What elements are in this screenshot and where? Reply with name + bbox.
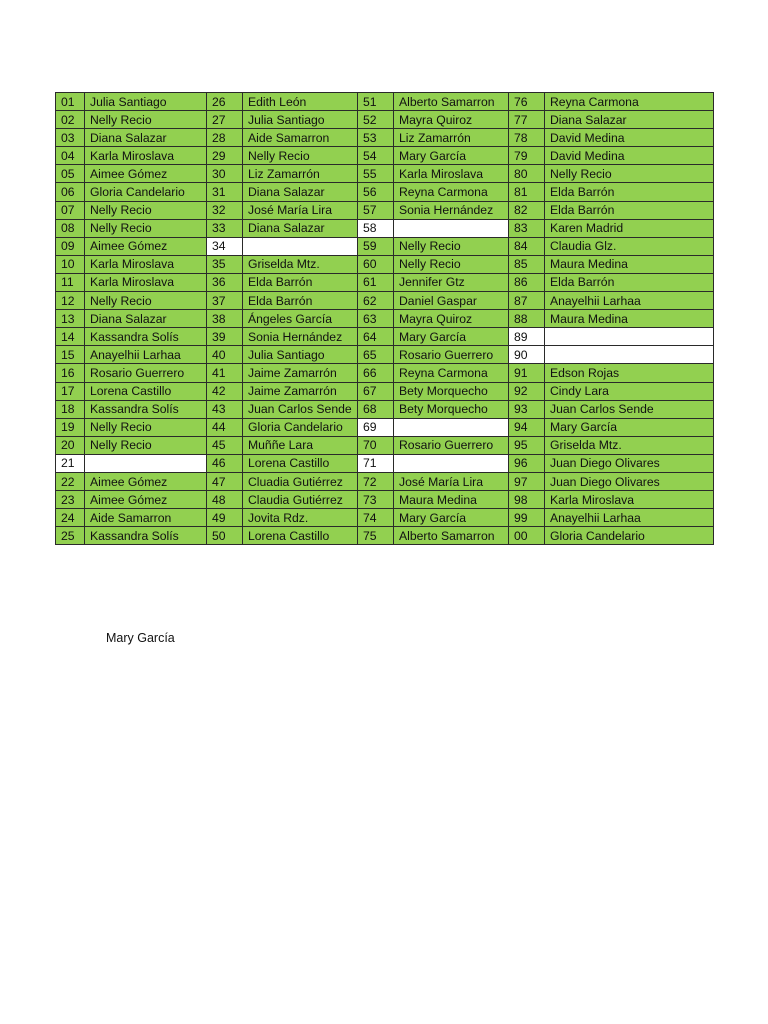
name-cell: Elda Barrón [243,273,358,291]
number-cell: 26 [207,93,243,111]
name-cell: Karen Madrid [545,219,714,237]
name-cell: Mary García [394,328,509,346]
number-cell: 66 [358,364,394,382]
name-cell: Mayra Quiroz [394,111,509,129]
name-cell: Maura Medina [545,255,714,273]
name-cell: Anayelhii Larhaa [85,346,207,364]
number-cell: 88 [509,310,545,328]
number-cell: 86 [509,273,545,291]
name-cell: Jennifer Gtz [394,273,509,291]
name-cell: Alberto Samarron [394,527,509,545]
name-cell: Gloria Candelario [545,527,714,545]
number-cell: 10 [56,255,85,273]
name-cell: Kassandra Solís [85,400,207,418]
number-cell: 61 [358,273,394,291]
name-cell: Nelly Recio [85,436,207,454]
number-cell: 73 [358,491,394,509]
table-row [56,310,714,328]
number-cell: 79 [509,147,545,165]
number-cell: 83 [509,219,545,237]
name-cell: Alberto Samarron [394,93,509,111]
number-cell: 92 [509,382,545,400]
number-cell: 94 [509,418,545,436]
name-cell: Mary García [545,418,714,436]
number-cell: 49 [207,509,243,527]
number-cell: 02 [56,111,85,129]
name-cell: Daniel Gaspar [394,292,509,310]
number-cell: 76 [509,93,545,111]
number-cell: 57 [358,201,394,219]
number-cell: 31 [207,183,243,201]
number-cell: 14 [56,328,85,346]
number-cell: 11 [56,273,85,291]
name-cell: Diana Salazar [85,129,207,147]
table-row [56,147,714,165]
name-cell: Edith León [243,93,358,111]
number-cell: 32 [207,201,243,219]
number-cell: 28 [207,129,243,147]
name-cell: José María Lira [394,472,509,490]
table-row [56,418,714,436]
number-cell: 89 [509,328,545,346]
number-cell: 53 [358,129,394,147]
number-cell: 05 [56,165,85,183]
name-cell: José María Lira [243,201,358,219]
name-cell: Maura Medina [545,310,714,328]
number-cell: 75 [358,527,394,545]
number-cell: 33 [207,219,243,237]
name-cell: Edson Rojas [545,364,714,382]
name-cell [394,219,509,237]
name-cell: Elda Barrón [243,292,358,310]
number-cell: 23 [56,491,85,509]
number-cell: 25 [56,527,85,545]
name-cell: Aimee Gómez [85,165,207,183]
name-cell: Muññe Lara [243,436,358,454]
name-cell: Julia Santiago [243,111,358,129]
name-cell: Diana Salazar [545,111,714,129]
name-cell: Aimee Gómez [85,491,207,509]
number-cell: 07 [56,201,85,219]
name-cell: Karla Miroslava [85,255,207,273]
name-cell: Rosario Guerrero [85,364,207,382]
table-row [56,111,714,129]
name-cell: Juan Diego Olivares [545,454,714,472]
table-row [56,436,714,454]
name-cell: David Medina [545,147,714,165]
number-cell: 34 [207,237,243,255]
name-cell: Reyna Carmona [545,93,714,111]
name-cell: Sonia Hernández [243,328,358,346]
name-cell: Mary García [394,509,509,527]
number-cell: 08 [56,219,85,237]
table-row [56,346,714,364]
number-cell: 96 [509,454,545,472]
name-cell: David Medina [545,129,714,147]
name-cell: Diana Salazar [243,219,358,237]
number-cell: 18 [56,400,85,418]
number-cell: 71 [358,454,394,472]
name-cell: Nelly Recio [85,292,207,310]
number-cell: 59 [358,237,394,255]
name-cell [394,418,509,436]
name-cell [243,237,358,255]
name-cell: Kassandra Solís [85,527,207,545]
number-cell: 16 [56,364,85,382]
name-cell [545,346,714,364]
name-cell: Cluadia Gutiérrez [243,472,358,490]
number-cell: 40 [207,346,243,364]
name-cell: Nelly Recio [85,418,207,436]
number-cell: 45 [207,436,243,454]
number-cell: 00 [509,527,545,545]
name-cell: Juan Carlos Sende [545,400,714,418]
number-cell: 82 [509,201,545,219]
number-cell: 44 [207,418,243,436]
name-cell: Griselda Mtz. [243,255,358,273]
number-cell: 93 [509,400,545,418]
name-cell: Karla Miroslava [394,165,509,183]
name-cell: Lorena Castillo [243,527,358,545]
name-cell: Bety Morquecho [394,400,509,418]
name-cell: Griselda Mtz. [545,436,714,454]
number-cell: 37 [207,292,243,310]
table-row [56,472,714,490]
table-row [56,527,714,545]
name-cell: Julia Santiago [85,93,207,111]
number-cell: 47 [207,472,243,490]
number-cell: 78 [509,129,545,147]
number-cell: 12 [56,292,85,310]
name-cell: Nelly Recio [85,111,207,129]
name-cell: Rosario Guerrero [394,436,509,454]
name-cell: Aimee Gómez [85,237,207,255]
number-cell: 64 [358,328,394,346]
number-cell: 06 [56,183,85,201]
table-row [56,93,714,111]
number-cell: 68 [358,400,394,418]
number-cell: 22 [56,472,85,490]
number-cell: 67 [358,382,394,400]
number-cell: 03 [56,129,85,147]
name-cell: Julia Santiago [243,346,358,364]
number-cell: 60 [358,255,394,273]
name-cell: Liz Zamarrón [243,165,358,183]
number-cell: 70 [358,436,394,454]
name-cell: Reyna Carmona [394,183,509,201]
table-row [56,129,714,147]
number-cell: 30 [207,165,243,183]
number-cell: 43 [207,400,243,418]
name-cell: Juan Carlos Sende [243,400,358,418]
number-cell: 35 [207,255,243,273]
name-cell: Elda Barrón [545,201,714,219]
name-cell: Liz Zamarrón [394,129,509,147]
name-cell [85,454,207,472]
name-cell: Aide Samarron [243,129,358,147]
table-row [56,219,714,237]
name-cell [545,328,714,346]
number-cell: 52 [358,111,394,129]
name-cell: Nelly Recio [243,147,358,165]
name-cell: Claudia Glz. [545,237,714,255]
name-cell: Lorena Castillo [85,382,207,400]
name-cell: Maura Medina [394,491,509,509]
number-cell: 42 [207,382,243,400]
number-cell: 62 [358,292,394,310]
name-cell: Aimee Gómez [85,472,207,490]
number-cell: 55 [358,165,394,183]
number-cell: 39 [207,328,243,346]
table-row [56,165,714,183]
name-cell: Ángeles García [243,310,358,328]
number-cell: 85 [509,255,545,273]
number-cell: 87 [509,292,545,310]
name-cell: Bety Morquecho [394,382,509,400]
number-cell: 80 [509,165,545,183]
number-cell: 48 [207,491,243,509]
number-cell: 91 [509,364,545,382]
number-cell: 90 [509,346,545,364]
number-cell: 54 [358,147,394,165]
name-cell [394,454,509,472]
table-row [56,400,714,418]
number-cell: 36 [207,273,243,291]
number-cell: 81 [509,183,545,201]
name-cell: Anayelhii Larhaa [545,509,714,527]
name-cell: Anayelhii Larhaa [545,292,714,310]
table-row [56,237,714,255]
name-cell: Karla Miroslava [545,491,714,509]
name-cell: Kassandra Solís [85,328,207,346]
number-cell: 58 [358,219,394,237]
name-cell: Karla Miroslava [85,147,207,165]
number-name-table [55,92,714,545]
name-cell: Reyna Carmona [394,364,509,382]
number-cell: 29 [207,147,243,165]
name-cell: Rosario Guerrero [394,346,509,364]
number-cell: 77 [509,111,545,129]
number-cell: 98 [509,491,545,509]
name-cell: Diana Salazar [85,310,207,328]
number-cell: 15 [56,346,85,364]
number-cell: 99 [509,509,545,527]
number-cell: 65 [358,346,394,364]
name-cell: Mayra Quiroz [394,310,509,328]
table-row [56,183,714,201]
table-row [56,328,714,346]
number-cell: 51 [358,93,394,111]
number-cell: 27 [207,111,243,129]
name-cell: Gloria Candelario [243,418,358,436]
name-cell: Diana Salazar [243,183,358,201]
number-cell: 46 [207,454,243,472]
number-cell: 69 [358,418,394,436]
number-cell: 09 [56,237,85,255]
number-cell: 04 [56,147,85,165]
name-cell: Karla Miroslava [85,273,207,291]
table-body [56,93,714,545]
name-cell: Claudia Gutiérrez [243,491,358,509]
name-cell: Mary García [394,147,509,165]
number-cell: 17 [56,382,85,400]
name-cell: Nelly Recio [394,237,509,255]
number-cell: 19 [56,418,85,436]
number-cell: 13 [56,310,85,328]
number-cell: 84 [509,237,545,255]
name-cell: Elda Barrón [545,273,714,291]
number-cell: 74 [358,509,394,527]
name-cell: Jaime Zamarrón [243,382,358,400]
number-cell: 72 [358,472,394,490]
table-row [56,509,714,527]
number-cell: 24 [56,509,85,527]
number-cell: 63 [358,310,394,328]
name-cell: Jaime Zamarrón [243,364,358,382]
number-cell: 41 [207,364,243,382]
number-cell: 95 [509,436,545,454]
name-cell: Elda Barrón [545,183,714,201]
name-cell: Nelly Recio [394,255,509,273]
table-row [56,201,714,219]
name-cell: Nelly Recio [545,165,714,183]
number-cell: 01 [56,93,85,111]
table-row [56,382,714,400]
name-cell: Aide Samarron [85,509,207,527]
table-row [56,491,714,509]
number-cell: 50 [207,527,243,545]
name-cell: Cindy Lara [545,382,714,400]
table-row [56,273,714,291]
name-cell: Sonia Hernández [394,201,509,219]
number-cell: 38 [207,310,243,328]
name-cell: Juan Diego Olivares [545,472,714,490]
note-text: Mary García [106,631,175,645]
name-cell: Lorena Castillo [243,454,358,472]
name-cell: Jovita Rdz. [243,509,358,527]
table-row [56,255,714,273]
name-cell: Gloria Candelario [85,183,207,201]
table-row [56,292,714,310]
number-cell: 21 [56,454,85,472]
table-row [56,454,714,472]
name-cell: Nelly Recio [85,201,207,219]
name-cell: Nelly Recio [85,219,207,237]
number-cell: 56 [358,183,394,201]
number-cell: 20 [56,436,85,454]
number-cell: 97 [509,472,545,490]
table-row [56,364,714,382]
